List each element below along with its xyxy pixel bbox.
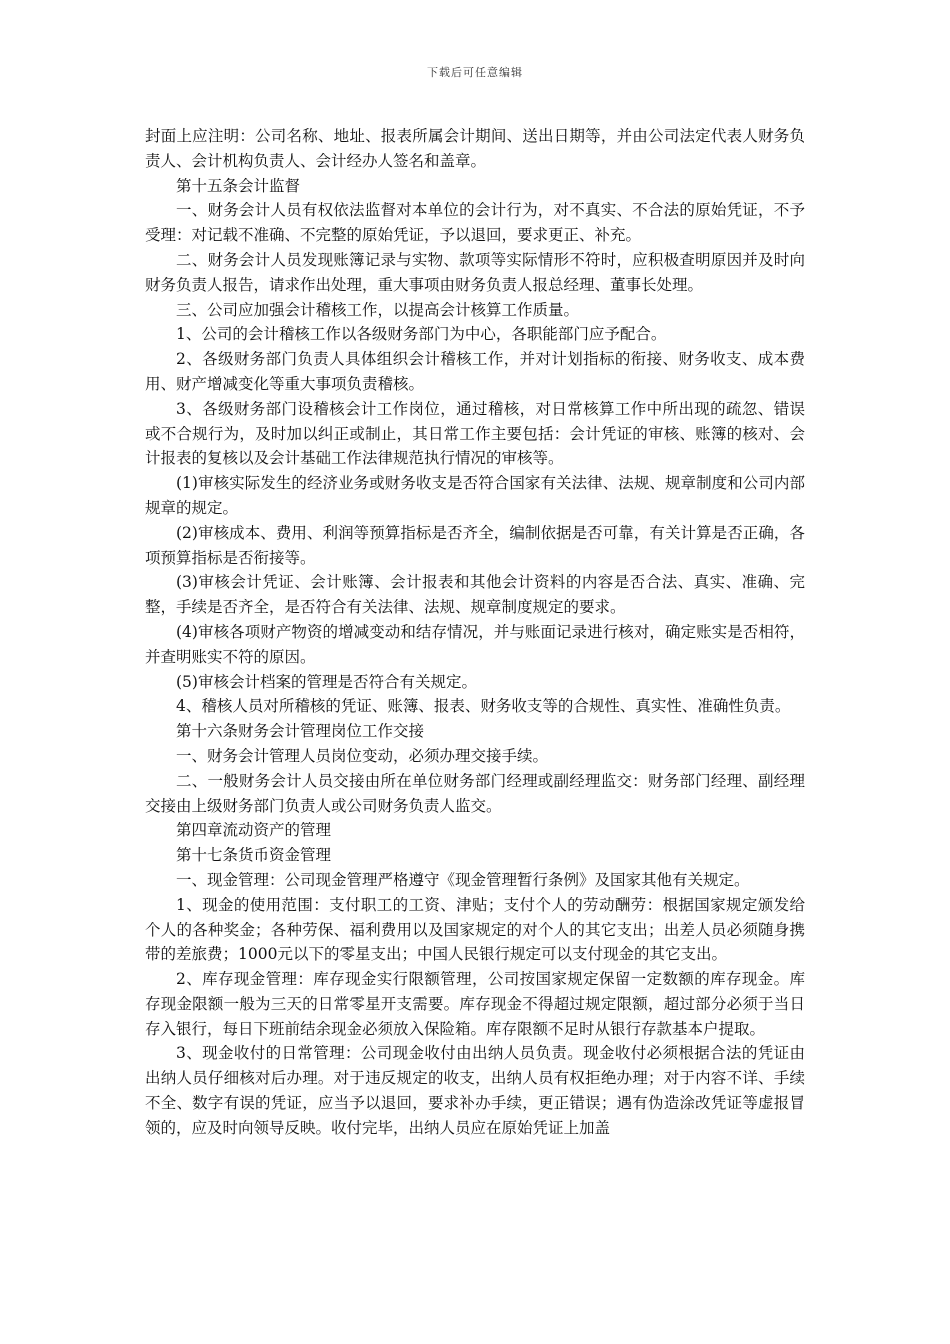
article-heading: 第十五条会计监督 — [176, 176, 301, 195]
paragraph: 一、财务会计管理人员岗位变动，必须办理交接手续。 — [176, 746, 549, 765]
article-heading: 第十七条货币资金管理 — [176, 846, 332, 865]
paragraph: (4)审核各项财产物资的增减变动和结存情况，并与账面记录进行核对，确定账实是否相符，并查明账实不符的原因。 — [145, 622, 805, 666]
chapter-heading: 第四章流动资产的管理 — [176, 821, 332, 840]
paragraph: 4、稽核人员对所稽核的凭证、账簿、报表、财务收支等的合规性、真实性、准确性负责。 — [176, 697, 791, 716]
paragraph: 1、公司的会计稽核工作以各级财务部门为中心，各职能部门应予配合。 — [176, 325, 667, 344]
paragraph: 3、各级财务部门设稽核会计工作岗位，通过稽核，对日常核算工作中所出现的疏忽、错误或不合规行为，及时加以纠正或制止，其日常工作主要包括：会计凭证的审核、账簿的核对、会计报表的复核以及会计基础工作法律规范执行情况的审核等。 — [145, 399, 805, 468]
paragraph: 封面上应注明：公司名称、地址、报表所属会计期间、送出日期等，并由公司法定代表人财务负责人、会计机构负责人、会计经办人签名和盖章。 — [145, 127, 805, 170]
paragraph: 2、库存现金管理：库存现金实行限额管理，公司按国家规定保留一定数额的库存现金。库存现金限额一般为三天的日常零星开支需要。库存现金不得超过规定限额，超过部分必须于当日存入银行，每日下班前结余现金必须放入保险箱。库存限额不足时从银行存款基本户提取。 — [145, 970, 805, 1038]
paragraph: 一、现金管理：公司现金管理严格遵守《现金管理暂行条例》及国家其他有关规定。 — [176, 870, 750, 889]
paragraph: 二、财务会计人员发现账簿记录与实物、款项等实际情形不符时，应积极查明原因并及时向财务负责人报告，请求作出处理，重大事项由财务负责人报总经理、董事长处理。 — [145, 250, 805, 294]
paragraph: 3、现金收付的日常管理：公司现金收付由出纳人员负责。现金收付必须根据合法的凭证由出纳人员仔细核对后办理。对于违反规定的收支，出纳人员有权拒绝办理；对于内容不详、手续不全、数字有误的凭证，应当予以退回，要求补办手续，更正错误；遇有伪造涂改凭证等虚报冒领的，应及时向领导反映。收付完毕，出纳人员应在原始凭证上加盖 — [145, 1044, 805, 1137]
paragraph: (3)审核会计凭证、会计账簿、会计报表和其他会计资料的内容是否合法、真实、准确、完整，手续是否齐全，是否符合有关法律、法规、规章制度规定的要求。 — [145, 573, 805, 617]
paragraph: 1、现金的使用范围：支付职工的工资、津贴；支付个人的劳动酬劳：根据国家规定颁发给个人的各种奖金；各种劳保、福利费用以及国家规定的对个人的其它支出；出差人员必须随身携带的差旅费；1000元以下的零星支出；中国人民银行规定可以支付现金的其它支出。 — [145, 895, 805, 964]
paragraph: (2)审核成本、费用、利润等预算指标是否齐全，编制依据是否可靠，有关计算是否正确，各项预算指标是否衔接等。 — [145, 523, 805, 567]
paragraph: 二、一般财务会计人员交接由所在单位财务部门经理或副经理监交：财务部门经理、副经理交接由上级财务部门负责人或公司财务负责人监交。 — [145, 771, 805, 815]
paragraph: 一、财务会计人员有权依法监督对本单位的会计行为，对不真实、不合法的原始凭证，不予受理：对记载不准确、不完整的原始凭证，予以退回，要求更正、补充。 — [145, 201, 805, 245]
document-body — [145, 124, 805, 1141]
paragraph: 2、各级财务部门负责人具体组织会计稽核工作，并对计划指标的衔接、财务收支、成本费用、财产增减变化等重大事项负责稽核。 — [145, 350, 805, 393]
paragraph: (1)审核实际发生的经济业务或财务收支是否符合国家有关法律、法规、规章制度和公司内部规章的规定。 — [145, 474, 805, 517]
page-header: 下载后可任意编辑 — [427, 66, 523, 79]
paragraph: (5)审核会计档案的管理是否符合有关规定。 — [176, 672, 477, 691]
paragraph: 三、公司应加强会计稽核工作，以提高会计核算工作质量。 — [176, 300, 580, 319]
article-heading: 第十六条财务会计管理岗位工作交接 — [176, 722, 425, 741]
